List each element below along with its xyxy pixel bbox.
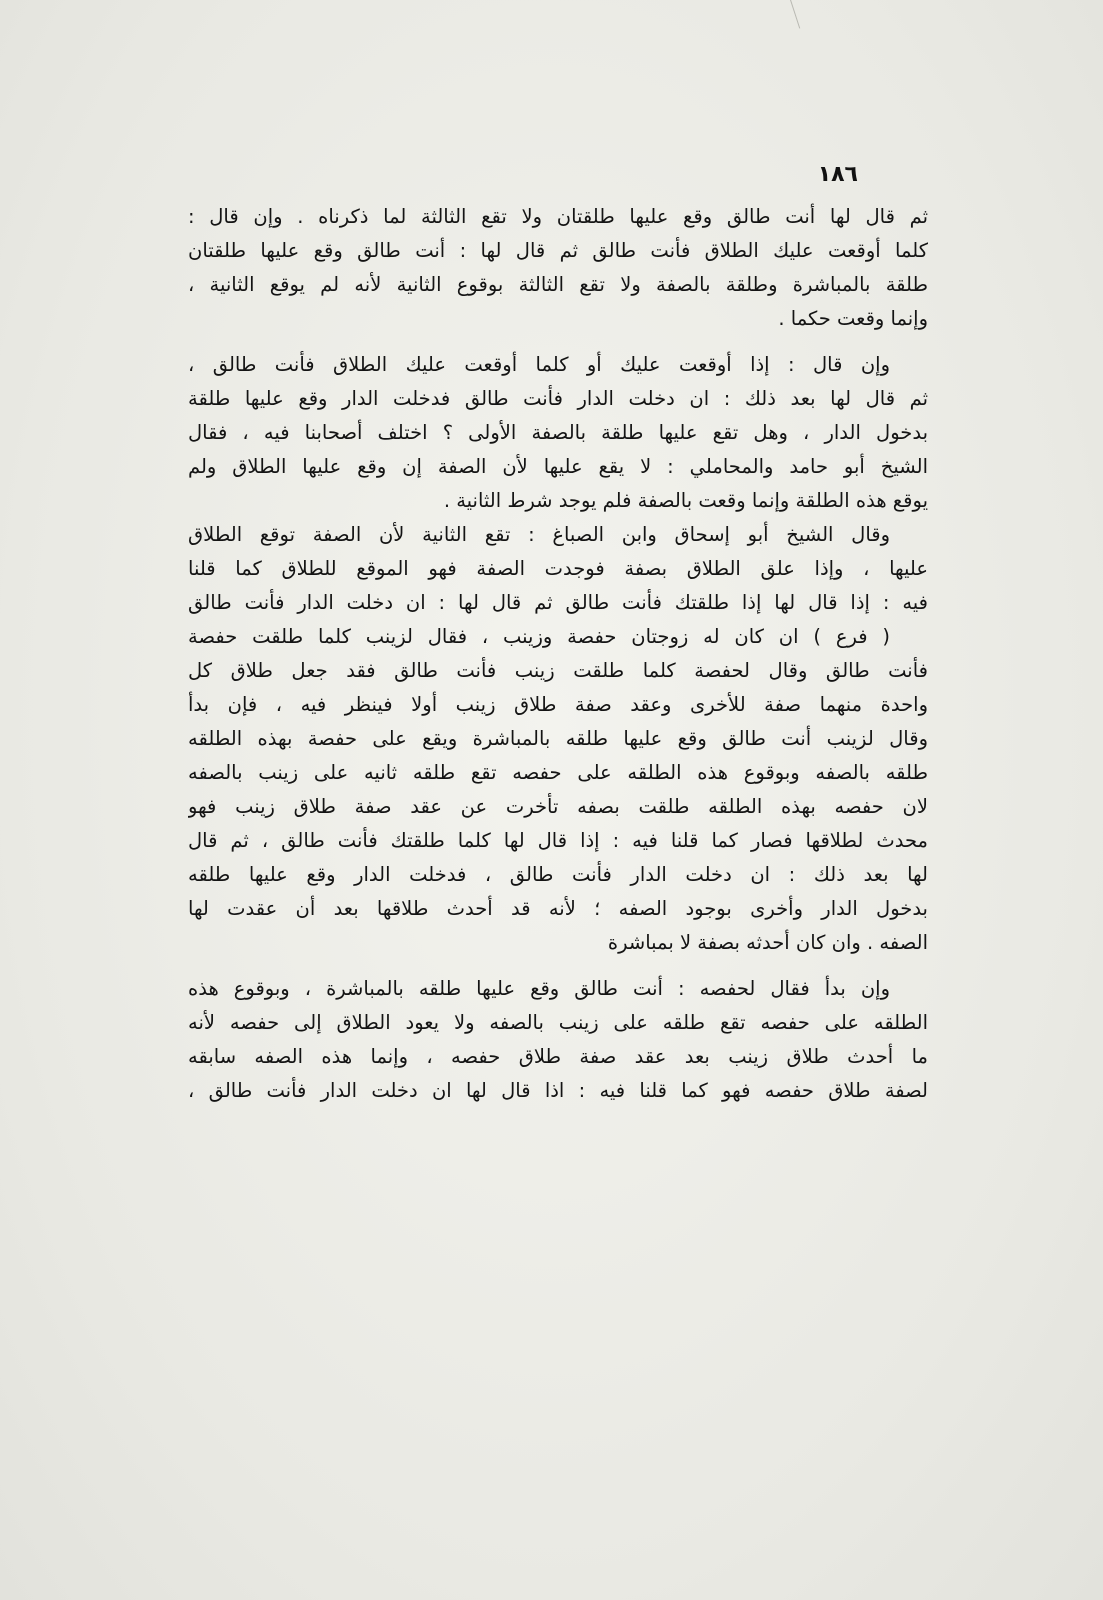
text-line: طلقة بالمباشرة وطلقة بالصفة ولا تقع الثالثة بوقوع الثانية لأنه لم يوقع الثانية ، xyxy=(188,273,928,296)
text-line: لها بعد ذلك : ان دخلت الدار فأنت طالق ، فدخلت الدار وقع عليها طلقه xyxy=(188,863,928,886)
text-line: وإن قال : إذا أوقعت عليك أو كلما أوقعت عليك الطلاق فأنت طالق ، xyxy=(188,353,890,376)
text-line: لان حفصه بهذه الطلقه طلقت بصفه تأخرت عن عقد صفة طلاق زينب فهو xyxy=(188,795,928,818)
scan-mark xyxy=(790,0,800,29)
paragraph-1 xyxy=(188,200,928,336)
body-text xyxy=(188,200,928,1108)
paragraph-2 xyxy=(188,348,928,518)
text-line: عليها ، وإذا علق الطلاق بصفة فوجدت الصفة فهو الموقع للطلاق كما قلنا xyxy=(188,557,928,580)
text-line: بدخول الدار وأخرى بوجود الصفه ؛ لأنه قد أحدث طلاقها بعد أن عقدت لها xyxy=(188,897,928,920)
text-line: وقال لزينب أنت طالق وقع عليها طلقه بالمباشرة ويقع على حفصة بهذه الطلقه xyxy=(188,727,928,750)
text-line: الصفه . وان كان أحدثه بصفة لا بمباشرة xyxy=(607,931,928,954)
text-line: يوقع هذه الطلقة وإنما وقعت بالصفة فلم يوجد شرط الثانية . xyxy=(443,489,928,512)
text-line: الطلقه على حفصه تقع طلقه على زينب بالصفه ولا يعود الطلاق إلى حفصه لأنه xyxy=(188,1011,928,1034)
paragraph-4 xyxy=(188,620,928,960)
text-line: ( فرع ) ان كان له زوجتان حفصة وزينب ، فقال لزينب كلما طلقت حفصة xyxy=(188,625,890,648)
text-line: بدخول الدار ، وهل تقع عليها طلقة بالصفة الأولى ؟ اختلف أصحابنا فيه ، فقال xyxy=(188,421,928,444)
text-line: فيه : إذا قال لها إذا طلقتك فأنت طالق ثم قال لها : ان دخلت الدار فأنت طالق xyxy=(188,591,928,614)
paragraph-3 xyxy=(188,518,928,620)
text-line: ما أحدث طلاق زينب بعد عقد صفة طلاق حفصه ، وإنما هذه الصفه سابقه xyxy=(188,1045,928,1068)
text-line: ثم قال لها بعد ذلك : ان دخلت الدار فأنت طالق فدخلت الدار وقع عليها طلقة xyxy=(188,387,928,410)
text-line: كلما أوقعت عليك الطلاق فأنت طالق ثم قال لها : أنت طالق وقع عليها طلقتان xyxy=(188,239,928,262)
text-line: وقال الشيخ أبو إسحاق وابن الصباغ : تقع الثانية لأن الصفة توقع الطلاق xyxy=(188,523,890,546)
text-line: الشيخ أبو حامد والمحاملي : لا يقع عليها لأن الصفة إن وقع عليها الطلاق ولم xyxy=(188,455,928,478)
page-number: ١٨٦ xyxy=(817,162,858,187)
paragraph-5 xyxy=(188,972,928,1108)
text-line: ثم قال لها أنت طالق وقع عليها طلقتان ولا تقع الثالثة لما ذكرناه . وإن قال : xyxy=(188,205,928,228)
text-line: محدث لطلاقها فصار كما قلنا فيه : إذا قال لها كلما طلقتك فأنت طالق ، ثم قال xyxy=(188,829,928,852)
text-line: وإنما وقعت حكما . xyxy=(778,307,928,330)
text-line: طلقه بالصفه وبوقوع هذه الطلقه على حفصه تقع طلقه ثانيه على زينب بالصفه xyxy=(188,761,928,784)
text-line: فأنت طالق وقال لحفصة كلما طلقت زينب فأنت طالق فقد جعل طلاق كل xyxy=(188,659,928,682)
text-line: وإن بدأ فقال لحفصه : أنت طالق وقع عليها طلقه بالمباشرة ، وبوقوع هذه xyxy=(188,977,890,1000)
text-line: لصفة طلاق حفصه فهو كما قلنا فيه : اذا قال لها ان دخلت الدار فأنت طالق ، xyxy=(188,1079,928,1102)
text-line: واحدة منهما صفة للأخرى وعقد صفة طلاق زينب أولا فينظر فيه ، فإن بدأ xyxy=(188,693,928,716)
